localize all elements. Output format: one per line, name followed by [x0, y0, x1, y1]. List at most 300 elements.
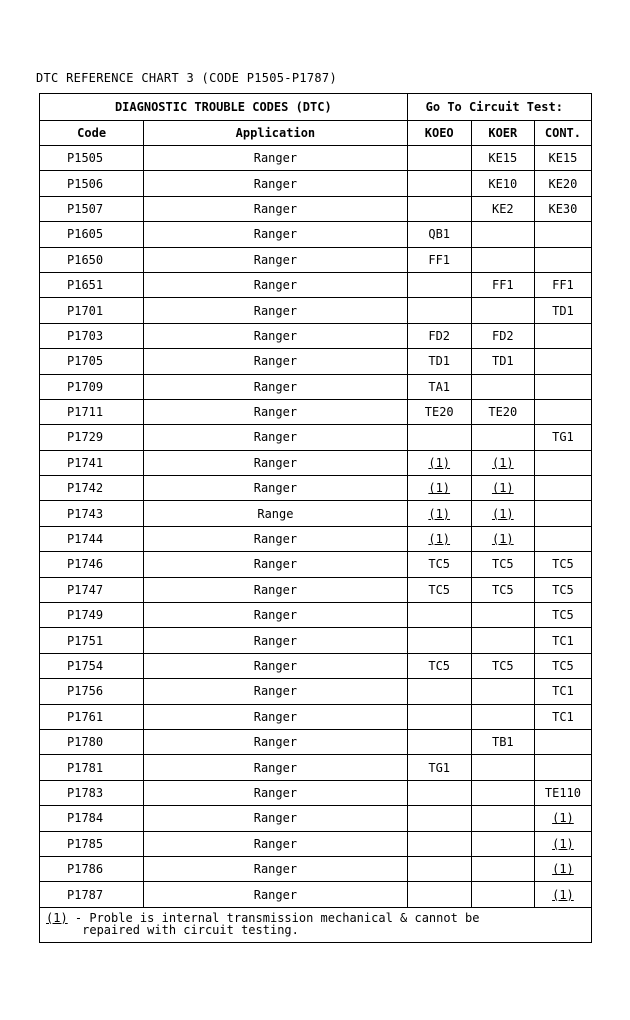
dtc-code-cell [40, 679, 144, 704]
dtc-code-cell-text: P1743 [67, 506, 104, 521]
cont-test-cell-text: KE20 [548, 176, 578, 191]
dtc-code-cell [40, 298, 144, 323]
dtc-table-body [40, 146, 592, 908]
application-cell-text: Ranger [253, 684, 298, 699]
koeo-test-cell [407, 501, 471, 526]
cont-test-cell [534, 450, 591, 475]
application-cell [144, 146, 407, 171]
koeo-test-cell [407, 374, 471, 399]
application-cell-text: Ranger [253, 633, 298, 648]
table-row [40, 399, 592, 424]
koeo-test-cell [407, 323, 471, 348]
table-row [40, 755, 592, 780]
dtc-code-cell-text: P1780 [67, 735, 104, 750]
cont-test-cell-text: (1) [552, 811, 574, 826]
koeo-test-cell [407, 450, 471, 475]
table-row [40, 298, 592, 323]
application-cell-text: Range [257, 506, 294, 521]
koeo-test-cell [407, 755, 471, 780]
dtc-code-cell-text: P1507 [67, 201, 104, 216]
table-row [40, 349, 592, 374]
koer-test-cell [471, 298, 534, 323]
koer-test-cell [471, 222, 534, 247]
table-row [40, 196, 592, 221]
koer-test-cell-text: KE10 [488, 176, 518, 191]
dtc-code-cell-text: P1783 [67, 785, 104, 800]
dtc-code-cell-text: P1781 [67, 760, 104, 775]
application-cell [144, 476, 407, 501]
koer-test-cell [471, 399, 534, 424]
application-cell-text: Ranger [253, 430, 298, 445]
table-row [40, 729, 592, 754]
footnote [40, 907, 592, 942]
application-cell [144, 552, 407, 577]
koeo-test-cell [407, 399, 471, 424]
dtc-code-cell [40, 628, 144, 653]
koeo-test-cell [407, 476, 471, 501]
application-column-header: Application [144, 121, 407, 146]
dtc-code-cell-text: P1754 [67, 659, 104, 673]
cont-test-cell-text: TC5 [552, 659, 574, 673]
koer-test-cell [471, 450, 534, 475]
application-cell-text: Ranger [253, 811, 298, 826]
koeo-test-cell-text: (1) [428, 455, 451, 470]
table-row [40, 603, 592, 628]
application-cell-text: Ranger [253, 557, 298, 572]
dtc-code-cell-text: P1746 [67, 557, 104, 572]
table-row [40, 882, 592, 907]
koeo-test-cell [407, 831, 471, 856]
cont-test-cell-text: (1) [552, 862, 574, 877]
koeo-test-cell [407, 272, 471, 297]
dtc-code-cell-text: P1787 [67, 887, 104, 902]
koer-test-cell [471, 882, 534, 907]
application-cell-text: Ranger [253, 252, 298, 267]
cont-column-header: CONT. [534, 121, 591, 146]
dtc-code-cell [40, 399, 144, 424]
application-cell-text: Ranger [253, 354, 298, 369]
koeo-test-cell-text: TE20 [424, 405, 454, 420]
cont-test-cell-text: FF1 [552, 278, 574, 293]
application-cell-text: Ranger [253, 760, 298, 775]
application-cell [144, 247, 407, 272]
koer-test-cell-text: TC5 [491, 582, 514, 597]
koeo-test-cell [407, 628, 471, 653]
table-row [40, 704, 592, 729]
application-cell-text: Ranger [253, 836, 298, 851]
application-cell-text: Ranger [253, 328, 298, 343]
application-cell-text: Ranger [253, 862, 298, 877]
application-cell [144, 882, 407, 907]
table-row [40, 577, 592, 602]
table-row [40, 247, 592, 272]
cont-test-cell [534, 704, 591, 729]
dtc-code-cell-text: P1751 [67, 633, 104, 648]
table-row [40, 552, 592, 577]
cont-test-cell-text: TC5 [552, 557, 574, 572]
dtc-code-cell [40, 856, 144, 881]
chart-title: DTC REFERENCE CHART 3 (CODE P1505-P1787) [36, 71, 337, 85]
cont-test-cell [534, 298, 591, 323]
dtc-code-cell [40, 577, 144, 602]
cont-test-cell [534, 222, 591, 247]
application-cell-text: Ranger [253, 405, 298, 420]
application-cell-text: Ranger [253, 887, 298, 902]
dtc-code-cell [40, 196, 144, 221]
application-cell [144, 526, 407, 551]
koeo-test-cell-text: TA1 [428, 379, 451, 394]
cont-test-cell [534, 526, 591, 551]
table-row [40, 425, 592, 450]
koeo-test-cell [407, 526, 471, 551]
dtc-code-cell-text: P1650 [67, 252, 104, 267]
koer-test-cell [471, 780, 534, 805]
koer-test-cell-text: (1) [491, 506, 514, 521]
koer-test-cell [471, 831, 534, 856]
koeo-test-cell-text: TC5 [428, 582, 451, 597]
cont-test-cell [534, 628, 591, 653]
application-cell [144, 450, 407, 475]
koeo-test-cell [407, 806, 471, 831]
application-cell-text: Ranger [253, 709, 298, 724]
dtc-code-cell-text: P1701 [67, 303, 104, 318]
koer-test-cell [471, 146, 534, 171]
application-cell [144, 806, 407, 831]
table-row [40, 476, 592, 501]
koer-test-cell [471, 476, 534, 501]
application-cell-text: Ranger [253, 455, 298, 470]
koeo-test-cell-text: TC5 [428, 557, 451, 572]
dtc-code-cell [40, 831, 144, 856]
dtc-code-cell-text: P1786 [67, 862, 104, 877]
dtc-code-cell [40, 755, 144, 780]
dtc-code-cell [40, 780, 144, 805]
cont-test-cell-text: TD1 [552, 303, 574, 318]
cont-test-cell [534, 603, 591, 628]
dtc-code-cell [40, 171, 144, 196]
footnote-text: - Proble is internal transmission mechanical & cannot be repaired with circuit testing. [74, 910, 480, 937]
application-cell [144, 628, 407, 653]
koer-test-cell-text: (1) [491, 455, 514, 470]
dtc-code-cell-text: P1703 [67, 328, 104, 343]
application-cell [144, 653, 407, 678]
koeo-test-cell-text: FF1 [428, 252, 451, 267]
dtc-code-cell [40, 603, 144, 628]
cont-test-cell [534, 171, 591, 196]
koer-test-cell [471, 653, 534, 678]
koer-test-cell [471, 628, 534, 653]
dtc-code-cell [40, 526, 144, 551]
cont-test-cell [534, 146, 591, 171]
koeo-test-cell [407, 603, 471, 628]
cont-test-cell-text: KE15 [548, 151, 578, 166]
dtc-code-cell [40, 247, 144, 272]
dtc-code-cell-text: P1749 [67, 608, 104, 623]
table-row [40, 222, 592, 247]
cont-test-cell-text: TE110 [544, 785, 581, 800]
cont-test-cell [534, 552, 591, 577]
koeo-test-cell-text: (1) [428, 481, 451, 496]
cont-test-cell-text: (1) [552, 887, 574, 902]
cont-test-cell [534, 882, 591, 907]
koer-test-cell-text: (1) [491, 481, 514, 496]
table-row [40, 628, 592, 653]
koeo-test-cell [407, 146, 471, 171]
dtc-code-cell [40, 450, 144, 475]
application-cell-text: Ranger [253, 303, 298, 318]
table-row [40, 806, 592, 831]
application-cell-text: Ranger [253, 151, 298, 166]
dtc-code-cell [40, 704, 144, 729]
dtc-code-cell-text: P1756 [67, 684, 104, 699]
cont-test-cell [534, 856, 591, 881]
koeo-test-cell [407, 171, 471, 196]
cont-test-cell [534, 196, 591, 221]
application-cell-text: Ranger [253, 379, 298, 394]
dtc-code-cell-text: P1784 [67, 811, 104, 826]
cont-test-cell-text: TC5 [552, 608, 574, 623]
koer-test-cell [471, 425, 534, 450]
cont-test-cell [534, 780, 591, 805]
koeo-test-cell [407, 653, 471, 678]
koeo-test-cell [407, 577, 471, 602]
koer-test-cell-text: FF1 [491, 278, 514, 293]
application-cell [144, 856, 407, 881]
application-cell-text: Ranger [253, 176, 298, 191]
koer-test-cell [471, 552, 534, 577]
koeo-test-cell-text: FD2 [428, 328, 451, 343]
application-cell-text: Ranger [253, 227, 298, 242]
cont-test-cell-text: TG1 [552, 430, 574, 445]
application-cell [144, 679, 407, 704]
dtc-code-cell [40, 729, 144, 754]
dtc-code-cell-text: P1785 [67, 836, 104, 851]
koeo-test-cell-text: TC5 [428, 659, 451, 673]
application-cell [144, 729, 407, 754]
application-cell [144, 298, 407, 323]
koer-test-cell [471, 679, 534, 704]
cont-test-cell [534, 476, 591, 501]
cont-test-cell [534, 755, 591, 780]
dtc-code-cell [40, 806, 144, 831]
dtc-code-cell-text: P1761 [67, 709, 104, 724]
dtc-code-cell-text: P1651 [67, 278, 104, 293]
application-cell [144, 603, 407, 628]
application-cell [144, 704, 407, 729]
cont-test-cell [534, 653, 591, 678]
application-cell-text: Ranger [253, 201, 298, 216]
koer-test-cell [471, 374, 534, 399]
application-cell-text: Ranger [253, 582, 298, 597]
koer-test-cell [471, 272, 534, 297]
dtc-code-cell [40, 425, 144, 450]
cont-test-cell [534, 806, 591, 831]
koer-test-cell-text: KE15 [488, 151, 518, 166]
koer-test-cell [471, 171, 534, 196]
application-cell [144, 755, 407, 780]
dtc-code-cell-text: P1709 [67, 379, 104, 394]
koer-test-cell [471, 501, 534, 526]
application-cell-text: Ranger [253, 735, 298, 750]
table-row [40, 450, 592, 475]
table-row [40, 501, 592, 526]
koer-test-cell [471, 704, 534, 729]
koeo-test-cell-text: TG1 [428, 760, 451, 775]
koer-test-cell-text: FD2 [491, 328, 514, 343]
cont-test-cell [534, 323, 591, 348]
code-column-header: Code [40, 121, 144, 146]
koeo-test-cell [407, 196, 471, 221]
application-cell [144, 501, 407, 526]
table-row [40, 323, 592, 348]
koer-test-cell-text: TC5 [491, 557, 514, 572]
koer-test-cell [471, 729, 534, 754]
application-cell [144, 196, 407, 221]
koer-test-cell-text: TD1 [491, 354, 514, 369]
koeo-test-cell [407, 679, 471, 704]
application-cell-text: Ranger [253, 532, 298, 547]
koeo-test-cell [407, 729, 471, 754]
dtc-code-cell-text: P1505 [67, 151, 104, 166]
application-cell [144, 399, 407, 424]
koeo-test-cell [407, 704, 471, 729]
cont-test-cell [534, 679, 591, 704]
dtc-code-cell [40, 501, 144, 526]
cont-test-cell-text: TC1 [552, 684, 574, 699]
application-cell-text: Ranger [253, 278, 298, 293]
cont-test-cell-text: TC1 [552, 709, 574, 724]
application-cell-text: Ranger [253, 608, 298, 623]
cont-test-cell [534, 247, 591, 272]
application-cell-text: Ranger [253, 659, 298, 673]
table-row [40, 526, 592, 551]
koeo-test-cell [407, 552, 471, 577]
table-row [40, 171, 592, 196]
dtc-group-header: DIAGNOSTIC TROUBLE CODES (DTC) [40, 94, 408, 121]
cont-test-cell [534, 425, 591, 450]
application-cell [144, 349, 407, 374]
cont-test-cell-text: KE30 [548, 201, 578, 216]
dtc-code-cell-text: P1741 [67, 455, 104, 470]
koeo-test-cell [407, 882, 471, 907]
dtc-code-cell-text: P1705 [67, 354, 104, 369]
application-cell [144, 171, 407, 196]
table-row [40, 146, 592, 171]
cont-test-cell [534, 729, 591, 754]
koeo-test-cell [407, 222, 471, 247]
dtc-code-cell-text: P1711 [67, 405, 104, 420]
dtc-code-cell-text: P1747 [67, 582, 104, 597]
koer-test-cell [471, 856, 534, 881]
koer-test-cell [471, 323, 534, 348]
koeo-test-cell [407, 856, 471, 881]
application-cell [144, 831, 407, 856]
koer-test-cell [471, 349, 534, 374]
footnote-marker: (1) [46, 910, 68, 925]
dtc-code-cell [40, 222, 144, 247]
koer-test-cell-text: (1) [491, 532, 514, 547]
cont-test-cell-text: (1) [552, 836, 574, 851]
cont-test-cell [534, 399, 591, 424]
dtc-code-cell-text: P1506 [67, 176, 104, 191]
dtc-code-cell [40, 323, 144, 348]
dtc-code-cell-text: P1744 [67, 532, 104, 547]
cont-test-cell-text: TC5 [552, 582, 574, 597]
koer-test-cell [471, 247, 534, 272]
koer-test-cell-text: KE2 [491, 201, 514, 216]
koeo-test-cell [407, 247, 471, 272]
koeo-test-cell [407, 349, 471, 374]
koer-test-cell [471, 526, 534, 551]
application-cell [144, 425, 407, 450]
cont-test-cell [534, 577, 591, 602]
dtc-code-cell [40, 272, 144, 297]
koer-test-cell [471, 577, 534, 602]
cont-test-cell [534, 831, 591, 856]
cont-test-cell [534, 272, 591, 297]
application-cell-text: Ranger [253, 785, 298, 800]
table-row [40, 856, 592, 881]
koer-test-cell [471, 603, 534, 628]
application-cell [144, 374, 407, 399]
koeo-test-cell-text: (1) [428, 506, 451, 521]
cont-test-cell-text: TC1 [552, 633, 574, 648]
dtc-reference-table [39, 93, 592, 943]
koer-test-cell-text: TE20 [488, 405, 518, 420]
koer-column-header: KOER [471, 121, 534, 146]
koer-test-cell-text: TB1 [491, 735, 514, 750]
application-cell [144, 272, 407, 297]
table-row [40, 780, 592, 805]
dtc-code-cell-text: P1742 [67, 481, 104, 496]
dtc-code-cell [40, 882, 144, 907]
dtc-code-cell-text: P1605 [67, 227, 104, 242]
table-row [40, 374, 592, 399]
koer-test-cell [471, 196, 534, 221]
application-cell [144, 780, 407, 805]
dtc-code-cell [40, 552, 144, 577]
cont-test-cell [534, 374, 591, 399]
dtc-code-cell [40, 374, 144, 399]
dtc-code-cell [40, 653, 144, 678]
application-cell [144, 577, 407, 602]
koeo-test-cell-text: QB1 [428, 227, 451, 242]
dtc-code-cell [40, 146, 144, 171]
table-row [40, 679, 592, 704]
koer-test-cell [471, 755, 534, 780]
dtc-code-cell-text: P1729 [67, 430, 104, 445]
application-cell-text: Ranger [253, 481, 298, 496]
table-row [40, 653, 592, 678]
application-cell [144, 323, 407, 348]
koeo-test-cell-text: (1) [428, 532, 451, 547]
table-row [40, 831, 592, 856]
koer-test-cell [471, 806, 534, 831]
cont-test-cell [534, 501, 591, 526]
circuit-test-group-header: Go To Circuit Test: [407, 94, 591, 121]
koeo-test-cell [407, 780, 471, 805]
koer-test-cell-text: TC5 [491, 659, 514, 673]
cont-test-cell [534, 349, 591, 374]
koeo-column-header: KOEO [407, 121, 471, 146]
dtc-code-cell [40, 349, 144, 374]
application-cell [144, 222, 407, 247]
koeo-test-cell-text: TD1 [428, 354, 451, 369]
koeo-test-cell [407, 298, 471, 323]
dtc-code-cell [40, 476, 144, 501]
koeo-test-cell [407, 425, 471, 450]
table-row [40, 272, 592, 297]
